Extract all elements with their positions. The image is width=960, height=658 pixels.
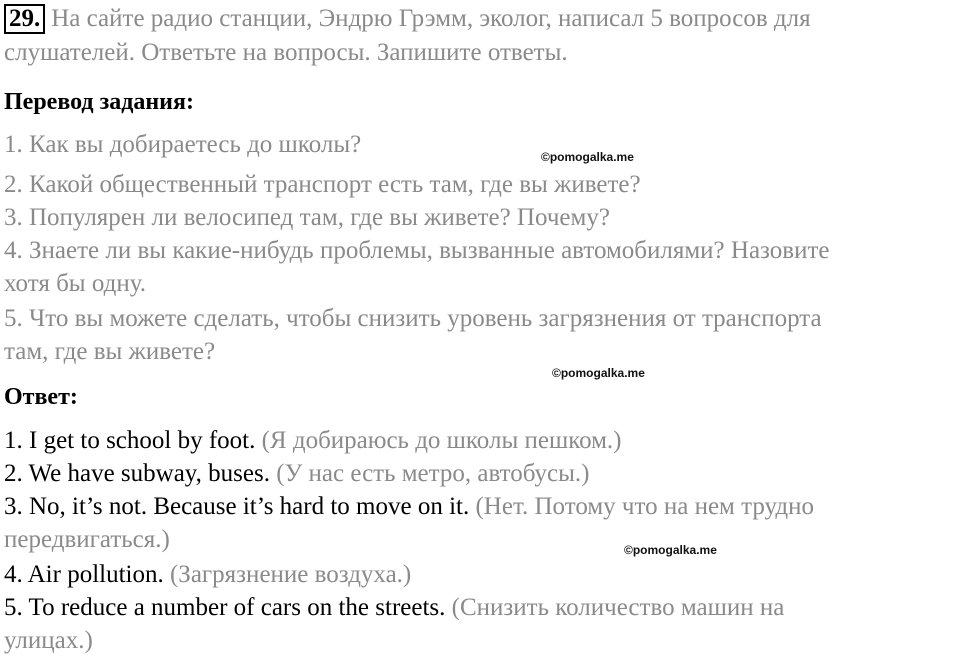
task-line-2: слушателей. Ответьте на вопросы. Запишите ответы. <box>4 39 568 66</box>
translation-line: там, где вы живете? <box>4 338 216 365</box>
answer-english: 3. No, it’s not. Because it’s hard to move on it. <box>4 493 470 520</box>
answer-english: 1. I get to school by foot. <box>4 427 256 454</box>
answer-english: 4. Air pollution. <box>4 561 164 588</box>
translation-heading: Перевод задания: <box>4 89 194 115</box>
answer-russian: (У нас есть метро, автобусы.) <box>276 460 590 487</box>
answer-line <box>4 424 622 458</box>
task-text-1: На сайте радио станции, Эндрю Грэмм, эколог, написал 5 вопросов для <box>51 5 811 32</box>
translation-line: 3. Популярен ли велосипед там, где вы живете? Почему? <box>4 204 610 231</box>
answer-russian: (Нет. Потому что на нем трудно <box>475 493 815 520</box>
answer-russian: (Снизить количество машин на <box>451 594 785 621</box>
answer-english: 2. We have subway, buses. <box>4 460 270 487</box>
translation-line: хотя бы одну. <box>4 270 146 297</box>
answer-english: 5. To reduce a number of cars on the streets. <box>4 594 446 621</box>
translation-line: 5. Что вы можете сделать, чтобы снизить уровень загрязнения от транспорта <box>4 305 822 332</box>
answer-russian: улицах.) <box>4 627 93 654</box>
answer-line <box>4 457 590 491</box>
task-number: 29. <box>4 4 45 34</box>
task-line-1 <box>4 2 811 36</box>
answer-line <box>4 624 93 658</box>
answer-russian: (Загрязнение воздуха.) <box>169 561 412 588</box>
watermark: ©pomogalka.me <box>624 543 717 557</box>
translation-line: 4. Знаете ли вы какие-нибудь проблемы, вызванные автомобилями? Назовите <box>4 237 830 264</box>
translation-line: 2. Какой общественный транспорт есть там, где вы живете? <box>4 171 641 198</box>
watermark: ©pomogalka.me <box>552 366 645 380</box>
answer-line <box>4 490 814 524</box>
answer-russian: передвигаться.) <box>4 526 170 553</box>
answer-heading: Ответ: <box>4 384 78 410</box>
translation-line: 1. Как вы добираетесь до школы? <box>4 131 362 158</box>
watermark: ©pomogalka.me <box>541 150 634 164</box>
answer-line <box>4 523 170 557</box>
answer-line <box>4 591 784 625</box>
answer-russian: (Я добираюсь до школы пешком.) <box>261 427 622 454</box>
answer-line <box>4 558 411 592</box>
